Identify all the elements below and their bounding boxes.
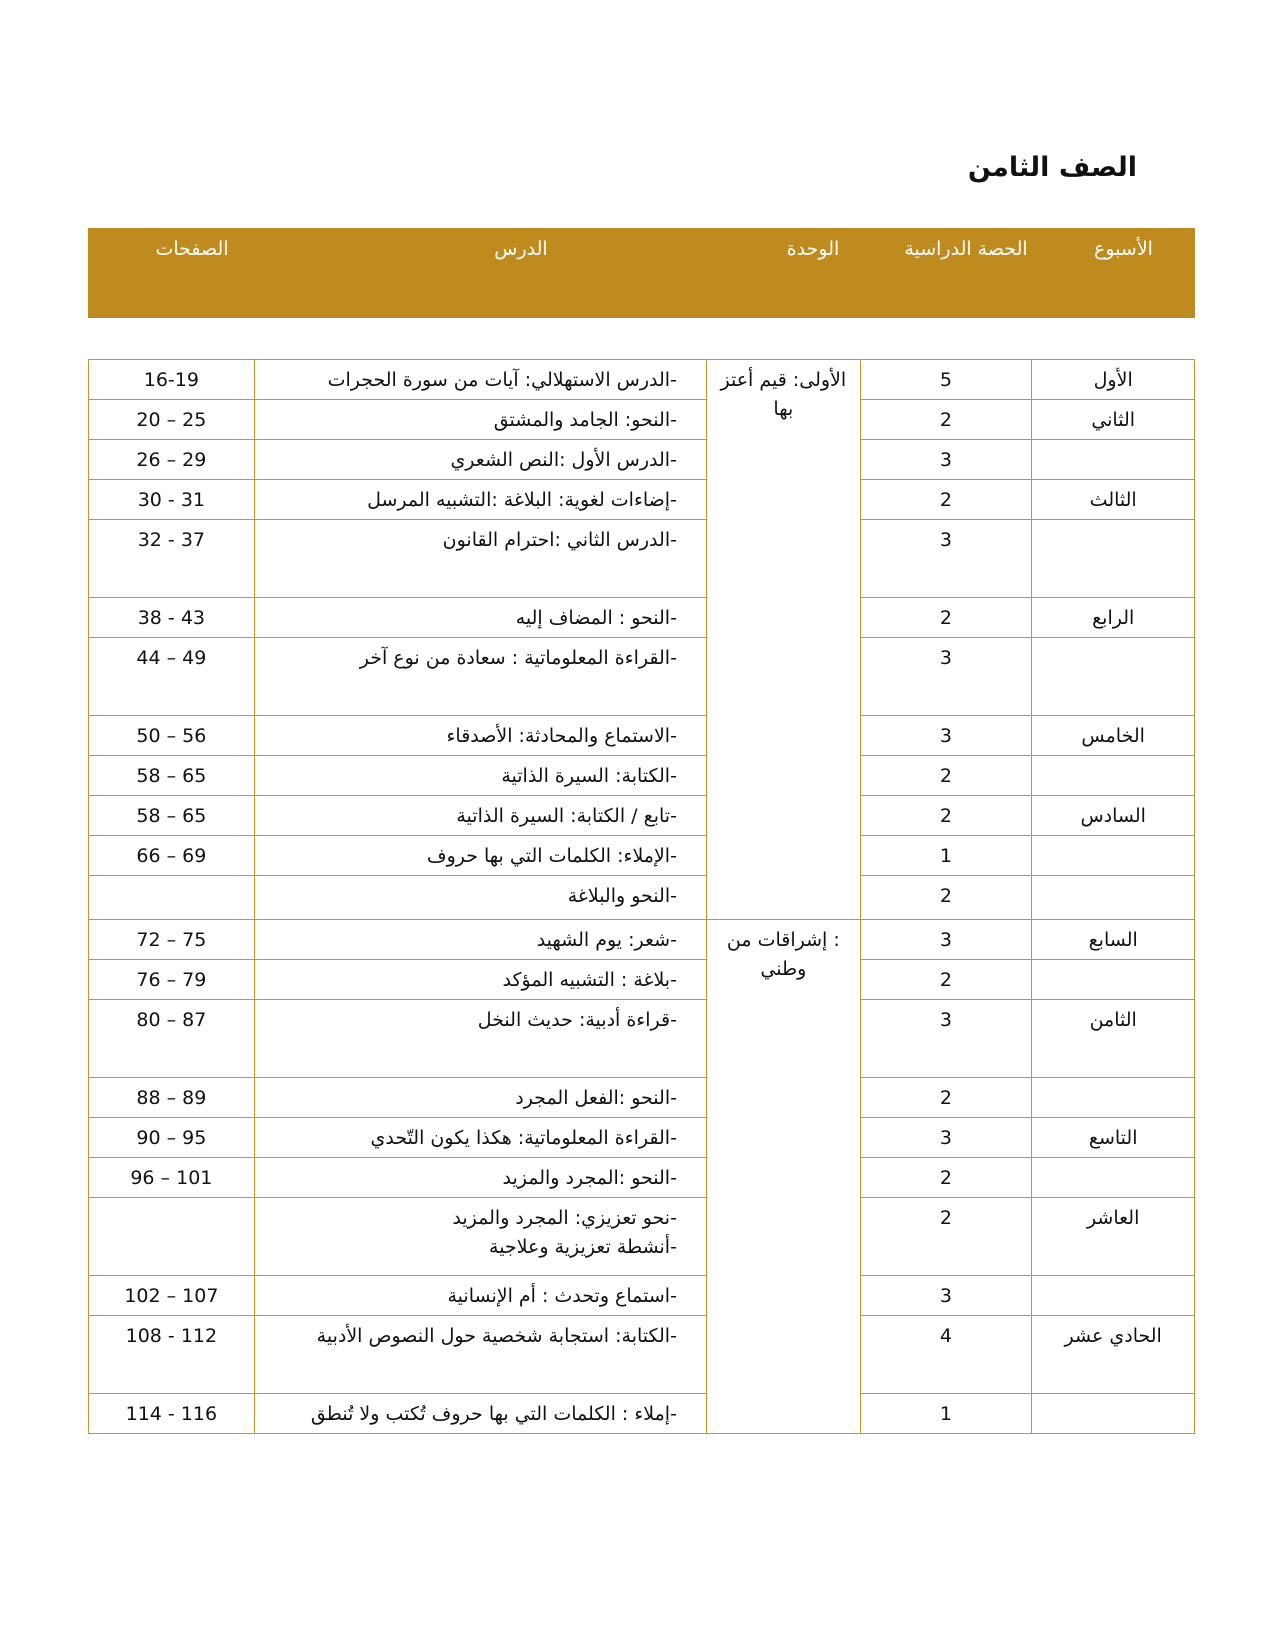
table-row [89,716,1195,756]
lesson-cell [254,1276,706,1316]
lesson-text: نحو تعزيزي: المجرد والمزيد [452,1207,671,1229]
week-cell [1032,1276,1195,1316]
bullet-dash: - [670,1087,677,1109]
lesson-cell [254,400,706,440]
lesson-item [263,802,698,831]
lesson-text: الدرس الأول :النص الشعري [450,449,671,471]
lesson-text: الدرس الثاني :احترام القانون [442,529,671,551]
lesson-item [263,644,698,673]
lesson-item [263,842,698,871]
lesson-item [263,1164,698,1193]
week-cell: الثامن [1032,1000,1195,1078]
lesson-cell [254,1118,706,1158]
lesson-item [263,486,698,515]
lesson-item [263,1084,698,1113]
bullet-dash: - [670,725,677,747]
lesson-text: الاستماع والمحادثة: الأصدقاء [446,725,671,747]
week-cell: الخامس [1032,716,1195,756]
period-cell: 2 [860,960,1032,1000]
pages-cell: 50 – 56 [89,716,255,756]
table-row [89,920,1195,960]
table-row [89,360,1195,400]
period-cell: 1 [860,836,1032,876]
table-row [89,1394,1195,1434]
week-cell: السادس [1032,796,1195,836]
pages-cell: 108 - 112 [89,1316,255,1394]
lesson-cell [254,1316,706,1394]
bullet-dash: - [670,969,677,991]
lesson-cell [254,1078,706,1118]
period-cell: 2 [860,876,1032,920]
table-row [89,836,1195,876]
lesson-text: النحو والبلاغة [567,885,671,907]
bullet-dash: - [670,1403,677,1425]
lesson-cell [254,480,706,520]
lesson-cell [254,756,706,796]
week-cell [1032,876,1195,920]
period-cell: 2 [860,480,1032,520]
lesson-cell [254,836,706,876]
table-row [89,960,1195,1000]
header-lesson: الدرس [494,238,548,260]
bullet-dash: - [670,1236,677,1258]
week-cell [1032,1158,1195,1198]
lesson-item [263,966,698,995]
period-cell: 3 [860,440,1032,480]
bullet-dash: - [670,489,677,511]
table-row [89,638,1195,716]
bullet-dash: - [670,805,677,827]
table-row [89,756,1195,796]
bullet-dash: - [670,449,677,471]
lesson-item [263,1400,698,1429]
week-cell: الثاني [1032,400,1195,440]
lesson-text: قراءة أدبية: حديث النخل [477,1009,671,1031]
period-cell: 3 [860,520,1032,598]
lesson-cell [254,598,706,638]
week-cell [1032,440,1195,480]
table-row [89,520,1195,598]
table-header [88,228,1195,318]
period-cell: 1 [860,1394,1032,1434]
bullet-dash: - [670,529,677,551]
bullet-dash: - [670,1325,677,1347]
lesson-item [263,1124,698,1153]
pages-cell: 16-19 [89,360,255,400]
week-cell: الأول [1032,360,1195,400]
lesson-text: النحو : المضاف إليه [515,607,671,629]
lesson-text: الكتابة: استجابة شخصية حول النصوص الأدبية [316,1325,671,1347]
table-row [89,876,1195,920]
week-cell: الحادي عشر [1032,1316,1195,1394]
lesson-text: شعر: يوم الشهيد [536,929,671,951]
week-cell: الرابع [1032,598,1195,638]
lesson-text: القراءة المعلوماتية: هكذا يكون التّحدي [370,1127,671,1149]
table-row [89,400,1195,440]
bullet-dash: - [670,369,677,391]
lesson-text: بلاغة : التشبيه المؤكد [502,969,671,991]
table-row [89,598,1195,638]
lesson-text: إضاءات لغوية: البلاغة :التشبيه المرسل [367,489,671,511]
lesson-text: إملاء : الكلمات التي بها حروف تُكتب ولا تُنطق [310,1403,671,1425]
page-title: الصف الثامن [967,152,1137,183]
bullet-dash: - [670,1009,677,1031]
period-cell: 4 [860,1316,1032,1394]
week-cell: التاسع [1032,1118,1195,1158]
lesson-text: أنشطة تعزيزية وعلاجية [489,1236,671,1258]
lesson-item [263,926,698,955]
bullet-dash: - [670,1207,677,1229]
bullet-dash: - [670,1167,677,1189]
table-row [89,1276,1195,1316]
pages-cell: 102 – 107 [89,1276,255,1316]
period-cell: 2 [860,1158,1032,1198]
pages-cell: 38 - 43 [89,598,255,638]
pages-cell: 32 - 37 [89,520,255,598]
pages-cell: 76 – 79 [89,960,255,1000]
lesson-item [263,1006,698,1035]
lesson-item [263,604,698,633]
lesson-text: استماع وتحدث : أم الإنسانية [447,1285,671,1307]
lesson-cell [254,960,706,1000]
lesson-cell [254,1394,706,1434]
lesson-item [263,722,698,751]
week-cell [1032,960,1195,1000]
pages-cell: 80 – 87 [89,1000,255,1078]
lesson-item [263,526,698,555]
table-row [89,1158,1195,1198]
lesson-item [263,406,698,435]
period-cell: 2 [860,756,1032,796]
bullet-dash: - [670,607,677,629]
bullet-dash: - [670,885,677,907]
bullet-dash: - [670,647,677,669]
lesson-text: الإملاء: الكلمات التي بها حروف [426,845,671,867]
table-row [89,796,1195,836]
table-row [89,440,1195,480]
pages-cell: 44 – 49 [89,638,255,716]
pages-cell: 72 – 75 [89,920,255,960]
lesson-item [263,1233,698,1262]
pages-cell [89,1198,255,1276]
table-row [89,1000,1195,1078]
header-period: الحصة الدراسية [904,238,1028,260]
lesson-text: الكتابة: السيرة الذاتية [501,765,671,787]
lesson-item [263,366,698,395]
period-cell: 2 [860,1198,1032,1276]
lesson-item [263,1282,698,1311]
period-cell: 3 [860,920,1032,960]
week-cell: السابع [1032,920,1195,960]
pages-cell: 58 – 65 [89,756,255,796]
lesson-cell [254,716,706,756]
lesson-cell [254,638,706,716]
lesson-text: الدرس الاستهلالي: آيات من سورة الحجرات [327,369,671,391]
bullet-dash: - [670,1285,677,1307]
schedule-body [89,360,1195,1434]
bullet-dash: - [670,409,677,431]
bullet-dash: - [670,1127,677,1149]
pages-cell: 96 – 101 [89,1158,255,1198]
period-cell: 2 [860,598,1032,638]
period-cell: 3 [860,1276,1032,1316]
lesson-cell [254,1198,706,1276]
table-row [89,480,1195,520]
bullet-dash: - [670,929,677,951]
pages-cell [89,876,255,920]
lesson-item [263,882,698,911]
period-cell: 3 [860,1118,1032,1158]
header-unit: الوحدة [786,238,840,260]
pages-cell: 30 - 31 [89,480,255,520]
pages-cell: 114 - 116 [89,1394,255,1434]
pages-cell: 26 – 29 [89,440,255,480]
header-pages: الصفحات [155,238,229,260]
lesson-item [263,1322,698,1351]
lesson-item [263,762,698,791]
lesson-cell [254,796,706,836]
week-cell [1032,638,1195,716]
schedule-table [88,359,1195,1434]
bullet-dash: - [670,765,677,787]
table-row [89,1316,1195,1394]
lesson-cell [254,440,706,480]
lesson-text: النحو: الجامد والمشتق [493,409,671,431]
period-cell: 2 [860,1078,1032,1118]
period-cell: 2 [860,796,1032,836]
lesson-text: النحو :المجرد والمزيد [502,1167,671,1189]
week-cell [1032,836,1195,876]
lesson-cell [254,920,706,960]
week-cell: العاشر [1032,1198,1195,1276]
lesson-cell [254,360,706,400]
period-cell: 2 [860,400,1032,440]
lesson-text: النحو :الفعل المجرد [515,1087,671,1109]
lesson-cell [254,1158,706,1198]
lesson-item [263,446,698,475]
header-week: الأسبوع [1094,238,1153,260]
lesson-text: القراءة المعلوماتية : سعادة من نوع آخر [359,647,671,669]
lesson-cell [254,1000,706,1078]
period-cell: 3 [860,1000,1032,1078]
table-row [89,1118,1195,1158]
week-cell [1032,1394,1195,1434]
pages-cell: 90 – 95 [89,1118,255,1158]
week-cell [1032,520,1195,598]
lesson-text: تابع / الكتابة: السيرة الذاتية [456,805,671,827]
period-cell: 5 [860,360,1032,400]
table-row [89,1198,1195,1276]
unit-cell: الأولى: قيم أعتز بها [707,360,860,920]
lesson-cell [254,520,706,598]
pages-cell: 20 – 25 [89,400,255,440]
table-row [89,1078,1195,1118]
pages-cell: 88 – 89 [89,1078,255,1118]
period-cell: 3 [860,638,1032,716]
week-cell: الثالث [1032,480,1195,520]
bullet-dash: - [670,845,677,867]
unit-cell: : إشراقات من وطني [707,920,860,1434]
pages-cell: 58 – 65 [89,796,255,836]
pages-cell: 66 – 69 [89,836,255,876]
lesson-item [263,1204,698,1233]
lesson-cell [254,876,706,920]
week-cell [1032,756,1195,796]
period-cell: 3 [860,716,1032,756]
week-cell [1032,1078,1195,1118]
